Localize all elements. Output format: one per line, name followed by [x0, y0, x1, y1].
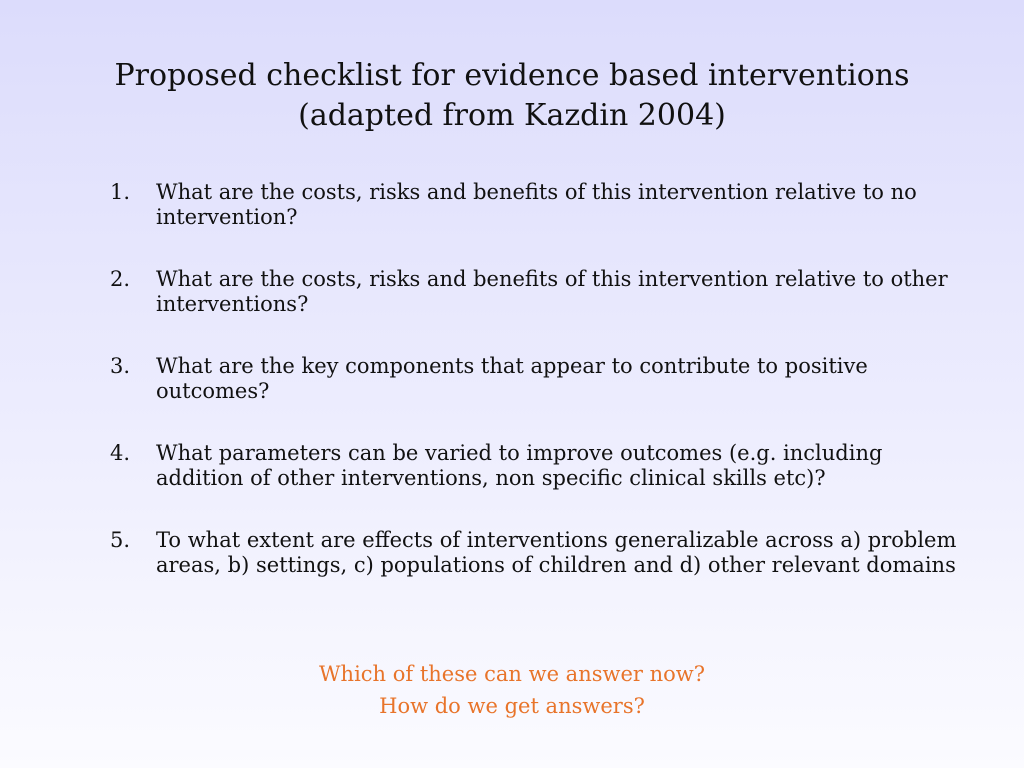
- item-number: 1.: [110, 180, 131, 204]
- footer-line-2: How do we get answers?: [379, 694, 645, 718]
- item-text: What parameters can be varied to improve outcomes (e.g. including addition of other interventions, non specific clinical skills etc)?: [156, 441, 883, 490]
- checklist-item: [110, 180, 960, 230]
- footer-line-1: Which of these can we answer now?: [318, 662, 706, 686]
- checklist-item: [110, 528, 960, 578]
- item-text: To what extent are effects of interventions generalizable across a) problem areas, b) settings, c) populations of children and d) other relevant domains: [156, 528, 957, 577]
- checklist-item: [110, 267, 960, 317]
- item-text: What are the key components that appear to contribute to positive outcomes?: [156, 354, 868, 403]
- title-line-2: (adapted from Kazdin 2004): [298, 98, 726, 133]
- item-text: What are the costs, risks and benefits of this intervention relative to no intervention?: [156, 180, 917, 229]
- item-number: 2.: [110, 267, 131, 291]
- checklist-item: [110, 354, 960, 404]
- item-text: What are the costs, risks and benefits of this intervention relative to other interventions?: [156, 267, 948, 316]
- item-number: 4.: [110, 441, 131, 465]
- checklist: [110, 180, 960, 615]
- footer-questions: [40, 658, 984, 722]
- item-number: 3.: [110, 354, 131, 378]
- title-line-1: Proposed checklist for evidence based interventions: [114, 58, 910, 93]
- slide-title: [40, 56, 984, 136]
- item-number: 5.: [110, 528, 131, 552]
- checklist-item: [110, 441, 960, 491]
